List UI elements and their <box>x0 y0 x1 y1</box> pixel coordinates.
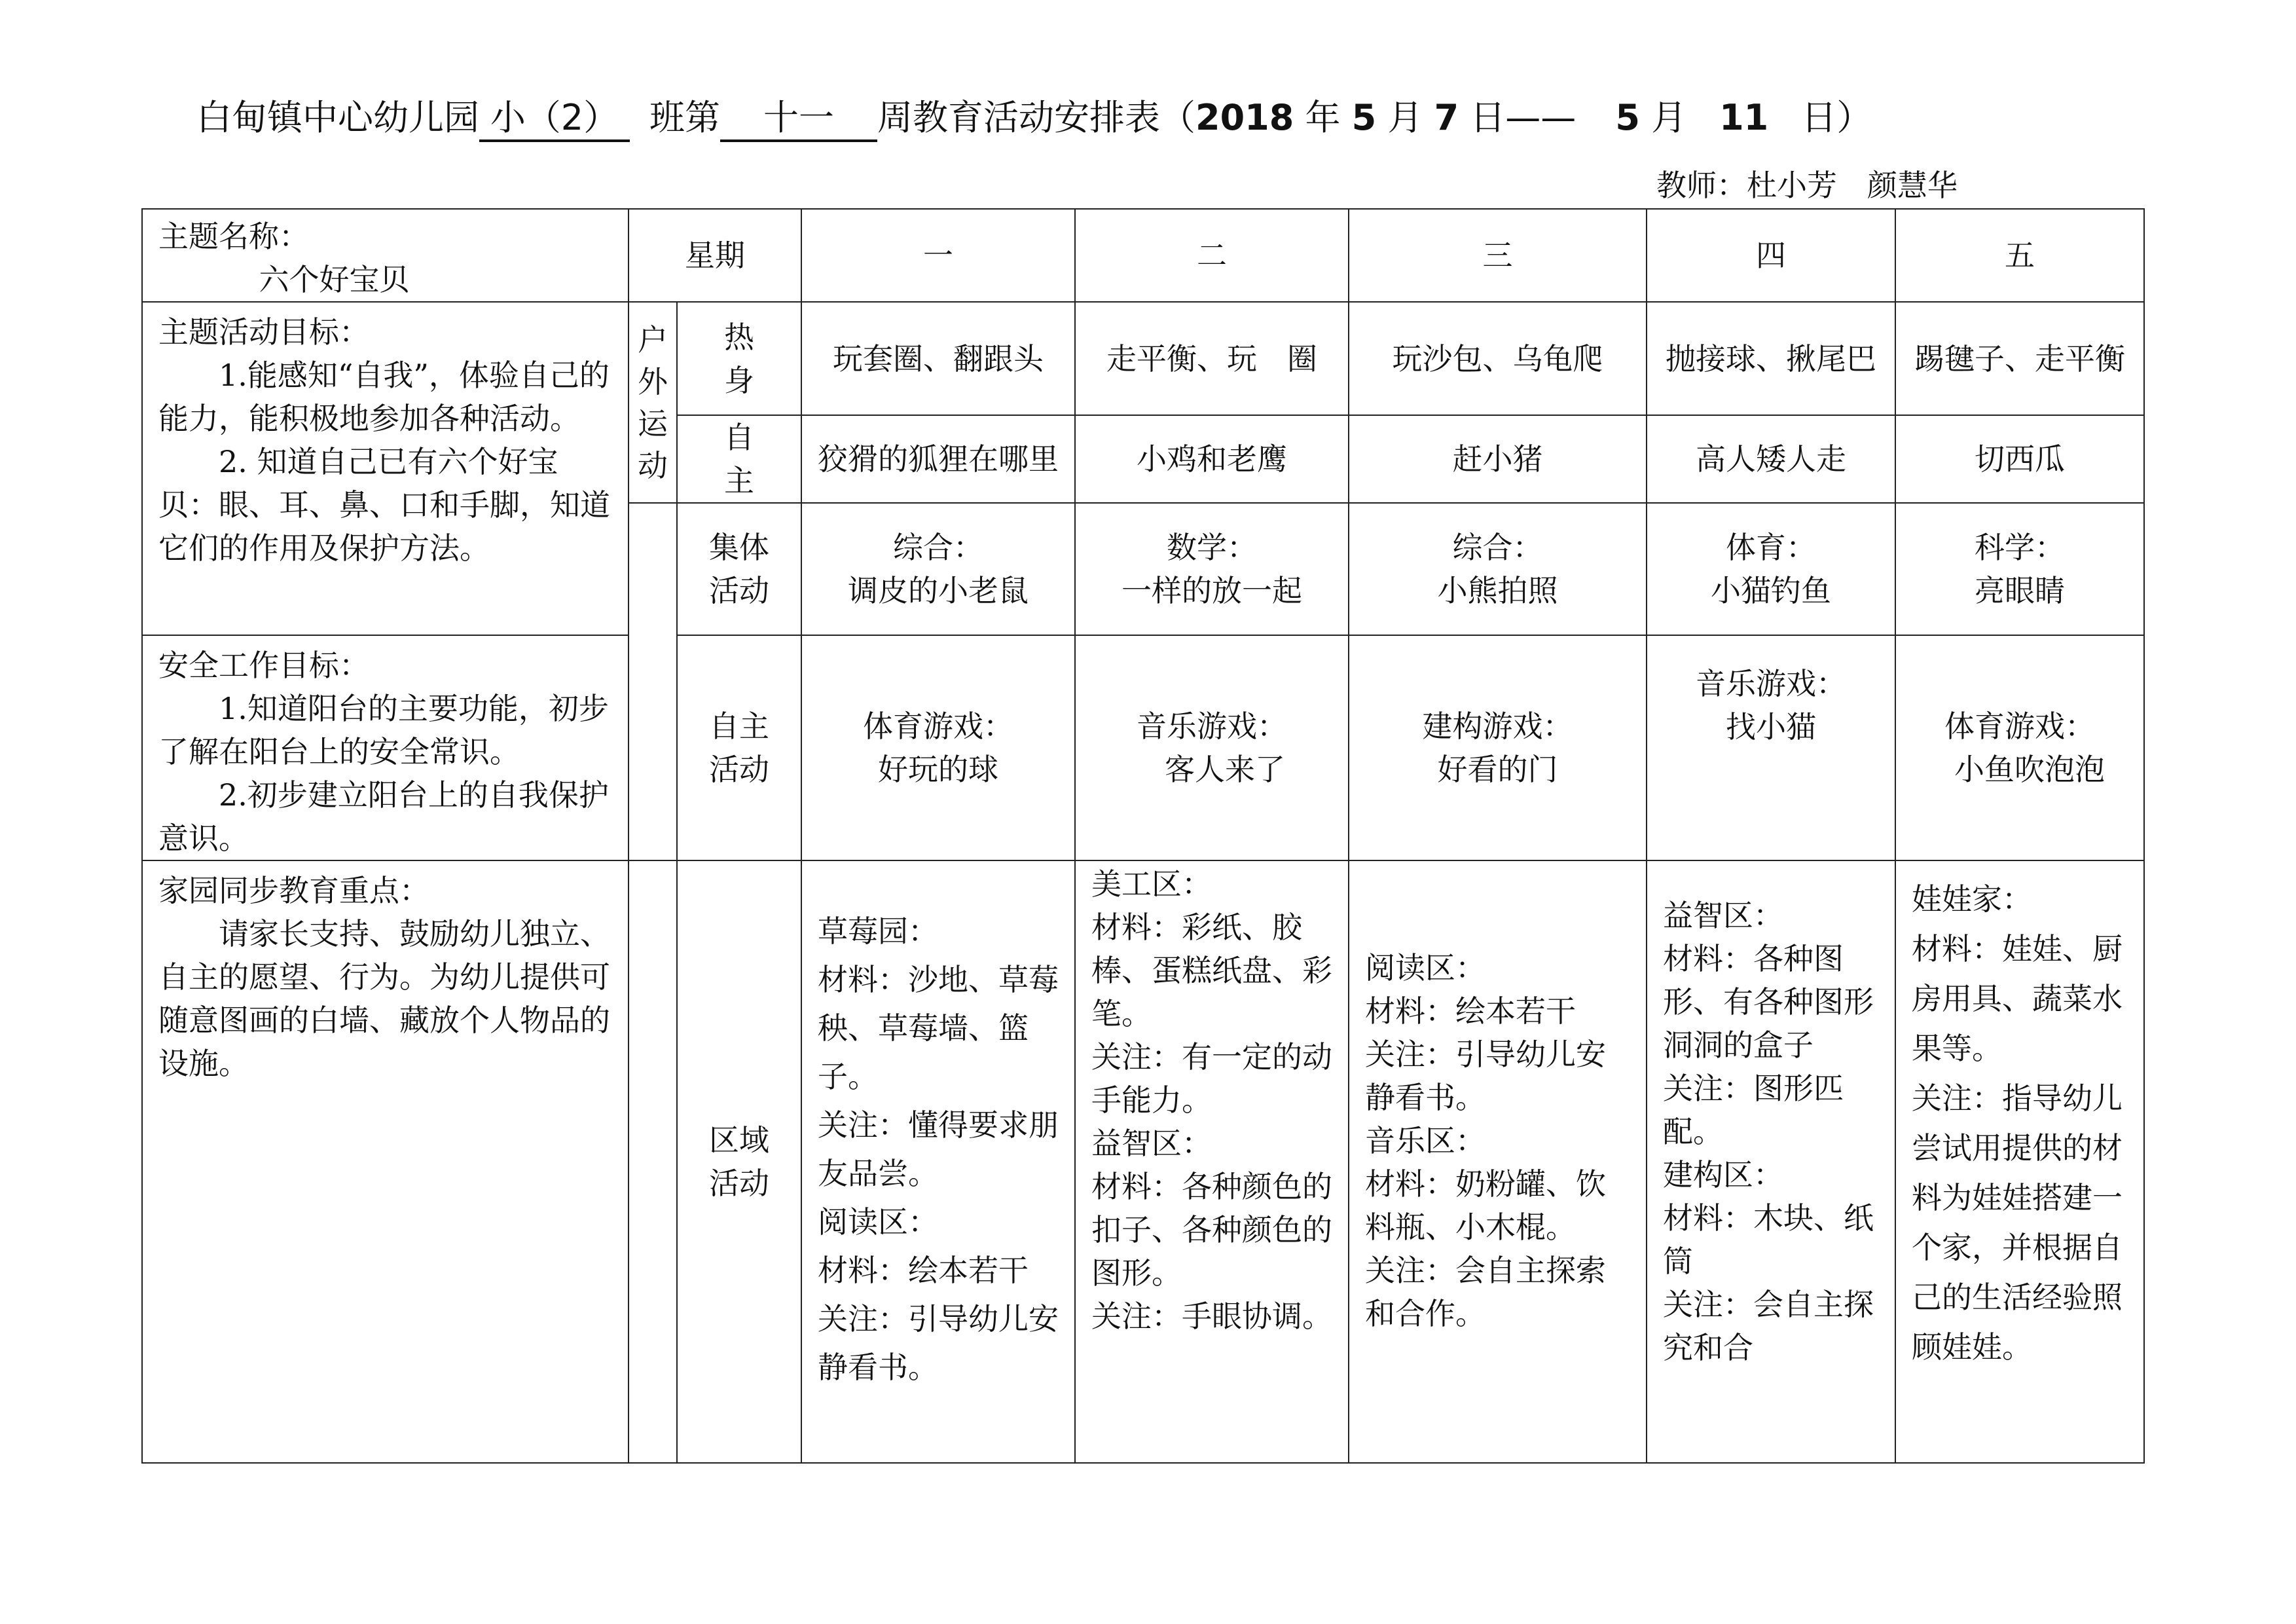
free-wed: 赶小猪 <box>1349 415 1647 503</box>
area-activity-wed: 阅读区： 材料：绘本若干 关注：引导幼儿安静看书。 音乐区： 材料：奶粉罐、饮料瓶、小木棍。 关注：会自主探索和合作。 <box>1349 860 1647 1463</box>
group-activity-wed: 综合： 小熊拍照 <box>1349 503 1647 635</box>
safety-item: 2.初步建立阳台上的自我保护意识。 <box>158 777 609 856</box>
day-header-1: 一 <box>801 209 1075 302</box>
safety-label: 安全工作目标： <box>158 648 369 683</box>
warmup-tue: 走平衡、玩 圈 <box>1075 302 1349 415</box>
teachers-line: 教师：杜小芳 颜慧华 <box>1656 168 1958 203</box>
area-activity-mon: 草莓园： 材料：沙地、草莓秧、草莓墙、篮子。 关注：懂得要求朋友品尝。 阅读区： 材料：绘本若干 关注：引导幼儿安静看书。 <box>801 860 1075 1463</box>
area-activity-label: 区域活动 <box>677 860 801 1463</box>
week-number: 十一 <box>720 96 877 142</box>
day-unit: 日—— <box>1470 97 1576 138</box>
self-activity-thu: 音乐游戏： 找小猫 <box>1647 635 1895 860</box>
warmup-thu: 抛接球、揪尾巴 <box>1647 302 1895 415</box>
month-unit: 月 <box>1387 97 1423 138</box>
weekday-header: 星期 <box>629 209 801 302</box>
group-activity-label: 集体活动 <box>677 503 801 635</box>
self-activity-wed: 建构游戏： 好看的门 <box>1349 635 1647 860</box>
end-day: 11 <box>1719 97 1769 138</box>
home-text: 请家长支持、鼓励幼儿独立、自主的愿望、行为。为幼儿提供可随意图画的白墙、藏放个人物品的设施。 <box>158 916 610 1081</box>
home-cell <box>142 860 629 1463</box>
home-label: 家园同步教育重点： <box>158 873 429 908</box>
schedule-table <box>141 208 2145 1464</box>
day-header-2: 二 <box>1075 209 1349 302</box>
warmup-label: 热身 <box>677 302 801 415</box>
class-suffix: 班第 <box>649 97 720 138</box>
start-day: 7 <box>1434 97 1459 138</box>
free-label: 自主 <box>677 415 801 503</box>
safety-cell <box>142 635 629 860</box>
goals-cell <box>142 302 629 635</box>
area-activity-tue: 美工区： 材料：彩纸、胶棒、蛋糕纸盘、彩笔。 关注：有一定的动手能力。 益智区： 材料：各种颜色的扣子、各种颜色的图形。 关注：手眼协调。 <box>1075 860 1349 1463</box>
warmup-fri: 踢毽子、走平衡 <box>1895 302 2144 415</box>
area-activity-fri: 娃娃家： 材料：娃娃、厨房用具、蔬菜水果等。 关注：指导幼儿尝试用提供的材料为娃娃搭建一个家，并根据自己的生活经验照顾娃娃。 <box>1895 860 2144 1463</box>
area-activity-thu: 益智区： 材料：各种图形、有各种图形洞洞的盒子 关注：图形匹配。 建构区： 材料：木块、纸筒 关注：会自主探究和合 <box>1647 860 1895 1463</box>
goal-item: 2. 知道自己已有六个好宝贝：眼、耳、鼻、口和手脚，知道它们的作用及保护方法。 <box>158 444 610 566</box>
day-header-5: 五 <box>1895 209 2144 302</box>
theme-name: 六个好宝贝 <box>259 262 410 297</box>
self-activity-mon: 体育游戏： 好玩的球 <box>801 635 1075 860</box>
theme-label: 主题名称： <box>158 219 309 254</box>
group-activity-fri: 科学： 亮眼睛 <box>1895 503 2144 635</box>
end-month-unit: 月 <box>1651 97 1687 138</box>
free-fri: 切西瓜 <box>1895 415 2144 503</box>
group-activity-tue: 数学： 一样的放一起 <box>1075 503 1349 635</box>
end-suffix: 日） <box>1801 97 1872 138</box>
day-header-3: 三 <box>1349 209 1647 302</box>
year: 2018 <box>1195 97 1294 138</box>
spacer-cell <box>629 860 677 1463</box>
self-activity-fri: 体育游戏： 小鱼吹泡泡 <box>1895 635 2144 860</box>
kindergarten-name: 白甸镇中心幼儿园 <box>196 97 479 138</box>
page-title <box>196 92 2160 144</box>
safety-item: 1.知道阳台的主要功能，初步了解在阳台上的安全常识。 <box>158 691 609 769</box>
class-name: 小（2） <box>479 96 630 142</box>
year-unit: 年 <box>1305 97 1341 138</box>
self-activity-label: 自主活动 <box>677 635 801 860</box>
theme-cell <box>142 209 629 302</box>
self-activity-tue: 音乐游戏： 客人来了 <box>1075 635 1349 860</box>
day-header-4: 四 <box>1647 209 1895 302</box>
free-mon: 狡猾的狐狸在哪里 <box>801 415 1075 503</box>
group-activity-mon: 综合： 调皮的小老鼠 <box>801 503 1075 635</box>
warmup-mon: 玩套圈、翻跟头 <box>801 302 1075 415</box>
goals-label: 主题活动目标： <box>158 314 369 350</box>
outdoor-label: 户外运动 <box>629 302 677 503</box>
free-tue: 小鸡和老鹰 <box>1075 415 1349 503</box>
group-activity-thu: 体育： 小猫钓鱼 <box>1647 503 1895 635</box>
free-thu: 高人矮人走 <box>1647 415 1895 503</box>
spacer-column <box>629 503 677 860</box>
title-main: 周教育活动安排表（ <box>877 97 1195 138</box>
goal-item: 1.能感知“自我”，体验自己的能力，能积极地参加各种活动。 <box>158 358 610 436</box>
end-month: 5 <box>1615 97 1640 138</box>
start-month: 5 <box>1351 97 1377 138</box>
warmup-wed: 玩沙包、乌龟爬 <box>1349 302 1647 415</box>
